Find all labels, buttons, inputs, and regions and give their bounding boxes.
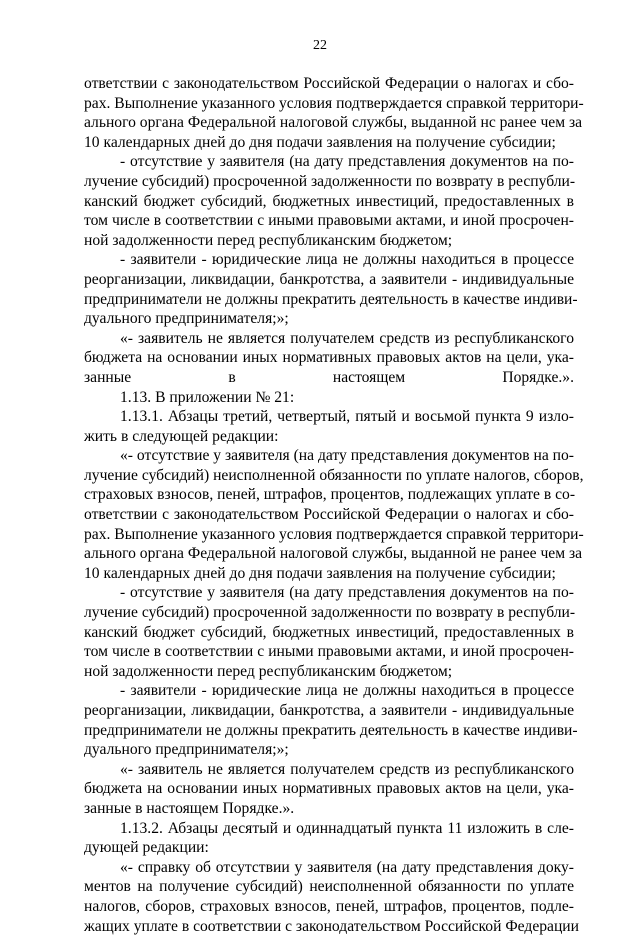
text-line: ответствии с законодательством Российской Федерации о налогах и сбо-	[84, 75, 574, 92]
text-line: 1.13.1. Абзацы третий, четвертый, пятый и восьмой пункта 9 изло-	[120, 408, 574, 426]
text-line: «- отсутствие у заявителя (на дату представления документов на по-	[120, 447, 574, 465]
text-line: бюджета на основании иных нормативных правовых актов на цели, ука-	[84, 349, 574, 367]
text-line: том числе в соответствии с иными правовыми актами, и иной просрочен-	[84, 643, 574, 661]
text-line: занные в настоящем Порядке.».	[84, 368, 574, 386]
paragraph	[84, 329, 574, 388]
text-line: дуального предпринимателя;»;	[84, 310, 289, 328]
text-line: лучение субсидий) просроченной задолженности по возврату в республи-	[84, 604, 576, 622]
text-line: том числе в соответствии с иными правовыми актами, и иной просрочен-	[84, 212, 574, 230]
text-line: реорганизации, ликвидации, банкротства, а заявители - индивидуальные	[84, 702, 574, 719]
text-line: рах. Выполнение указанного условия подтверждается справкой территори-	[84, 94, 584, 112]
paragraph	[84, 152, 574, 250]
text-line: рах. Выполнение указанного условия подтверждается справкой территори-	[84, 525, 584, 543]
text-line: страховых взносов, пеней, штрафов, процентов, подлежащих уплате в со-	[84, 486, 576, 504]
text-line: жащих уплате в соответствии с законодательством Российской Федерации	[84, 917, 579, 935]
text-line: 10 календарных дней до дня подачи заявления на получение субсидии;	[84, 133, 556, 151]
text-line: реорганизации, ликвидации, банкротства, а заявители - индивидуальные	[84, 270, 574, 288]
text-line: ального органа Федеральной налоговой службы, выданной не ранее чем за	[84, 545, 583, 563]
text-line: 1.13. В приложении № 21:	[120, 388, 295, 406]
text-line: - заявители - юридические лица не должны находиться в процессе	[120, 251, 574, 269]
text-line: предприниматели не должны прекратить деятельность в качестве индиви-	[84, 721, 578, 739]
text-line: 1.13.2. Абзацы десятый и одиннадцатый пункта 11 изложить в сле-	[120, 819, 574, 837]
text-line: лучение субсидий) просроченной задолженности по возврату в республи-	[84, 172, 576, 190]
text-line: «- заявитель не является получателем средств из республиканского	[120, 329, 574, 347]
text-line: налогов, сборов, страховых взносов, пеней, штрафов, процентов, подле-	[84, 897, 574, 915]
text-line: - отсутствие у заявителя (на дату представления документов на по-	[120, 584, 574, 602]
text-line: канский бюджет субсидий, бюджетных инвестиций, предоставленных в	[84, 192, 574, 210]
text-line: ального органа Федеральной налоговой службы, выданной нс ранее чем за	[84, 114, 583, 132]
paragraph	[84, 858, 579, 936]
paragraph	[84, 446, 584, 583]
paragraph	[84, 74, 584, 152]
text-line: занные в настоящем Порядке.».	[84, 799, 295, 817]
text-line: - заявители - юридические лица не должны находиться в процессе	[120, 682, 574, 700]
paragraph	[84, 388, 574, 408]
text-line: 10 календарных дней до дня подачи заявления на получение субсидии;	[84, 564, 556, 582]
paragraph	[84, 760, 574, 819]
text-line: бюджета на основании иных нормативных правовых актов на цели, ука-	[84, 780, 574, 798]
text-line: ной задолженности перед республиканским бюджетом;	[84, 662, 453, 680]
text-line: дующей редакции:	[84, 839, 209, 857]
page-number: 22	[313, 38, 327, 53]
text-line: «- справку об отсутствии у заявителя (на дату представления доку-	[120, 858, 574, 876]
paragraph	[84, 583, 574, 681]
paragraph	[84, 681, 578, 759]
text-line: ментов на получение субсидий) неисполненной обязанности по уплате	[84, 878, 574, 896]
paragraph	[84, 819, 574, 858]
text-line: ответствии с законодательством Российской Федерации о налогах и сбо-	[84, 506, 574, 524]
text-line: - отсутствие у заявителя (на дату представления документов на по-	[120, 153, 574, 171]
text-line: лучение субсидий) неисполненной обязанности по уплате налогов, сборов,	[84, 466, 584, 484]
paragraph	[84, 250, 578, 328]
text-line: ной задолженности перед республиканским бюджетом;	[84, 231, 453, 249]
text-line: дуального предпринимателя;»;	[84, 741, 289, 759]
paragraph	[84, 407, 574, 446]
document-body	[84, 74, 584, 936]
text-line: предприниматели не должны прекратить деятельность в качестве индиви-	[84, 290, 578, 308]
text-line: канский бюджет субсидий, бюджетных инвестиций, предоставленных в	[84, 623, 574, 641]
text-line: «- заявитель не является получателем средств из республиканского	[120, 760, 574, 778]
text-line: жить в следующей редакции:	[84, 427, 279, 445]
